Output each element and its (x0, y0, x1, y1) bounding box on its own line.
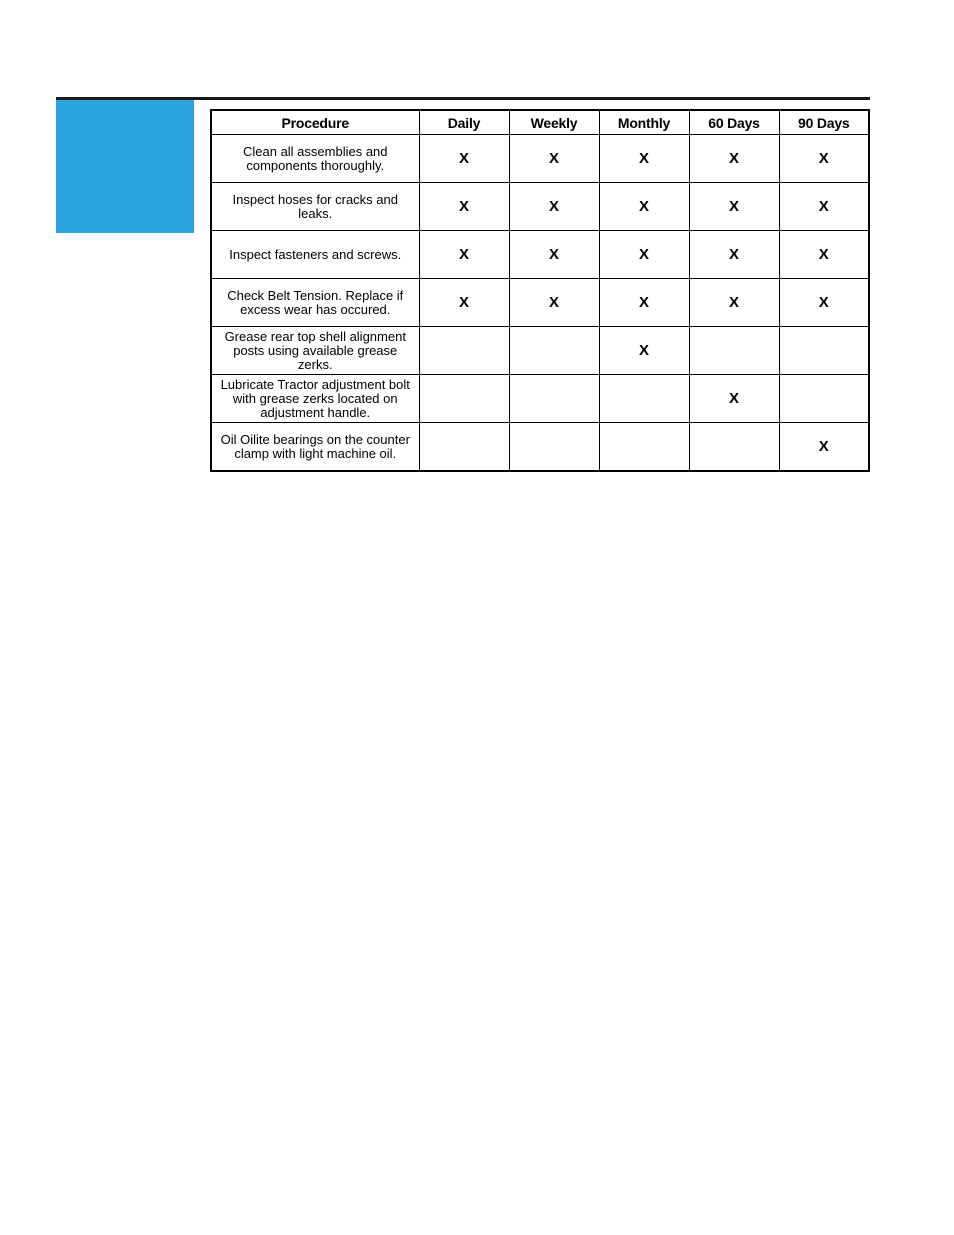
table-row (211, 231, 869, 279)
60-days-mark: X (689, 183, 779, 231)
90-days-mark: X (779, 135, 869, 183)
monthly-mark: X (599, 135, 689, 183)
weekly-mark: X (509, 183, 599, 231)
90-days-mark: X (779, 183, 869, 231)
table-row (211, 327, 869, 375)
procedure-cell: Clean all assemblies and components thoroughly. (211, 135, 419, 183)
table-header-row (211, 110, 869, 135)
monthly-mark: X (599, 183, 689, 231)
section-color-tab (56, 100, 194, 233)
daily-mark: X (419, 231, 509, 279)
60-days-mark: X (689, 279, 779, 327)
weekly-mark: X (509, 231, 599, 279)
90-days-mark: X (779, 423, 869, 472)
90-days-mark (779, 375, 869, 423)
daily-mark (419, 423, 509, 472)
table-row (211, 183, 869, 231)
maintenance-schedule-table (210, 109, 870, 472)
procedure-cell: Check Belt Tension. Replace if excess wear has occured. (211, 279, 419, 327)
weekly-mark (509, 375, 599, 423)
60-days-mark (689, 327, 779, 375)
60-days-mark (689, 423, 779, 472)
procedure-cell: Oil Oilite bearings on the counter clamp with light machine oil. (211, 423, 419, 472)
procedure-cell: Grease rear top shell alignment posts using available grease zerks. (211, 327, 419, 375)
weekly-mark: X (509, 135, 599, 183)
90-days-mark: X (779, 231, 869, 279)
60-days-mark: X (689, 375, 779, 423)
monthly-mark: X (599, 279, 689, 327)
table-row (211, 279, 869, 327)
procedure-cell: Inspect hoses for cracks and leaks. (211, 183, 419, 231)
90-days-mark: X (779, 279, 869, 327)
daily-mark (419, 375, 509, 423)
table-row (211, 423, 869, 472)
daily-mark (419, 327, 509, 375)
60-days-mark: X (689, 231, 779, 279)
weekly-mark: X (509, 279, 599, 327)
header-60-days: 60 Days (689, 110, 779, 135)
90-days-mark (779, 327, 869, 375)
header-procedure: Procedure (211, 110, 419, 135)
monthly-mark (599, 423, 689, 472)
monthly-mark (599, 375, 689, 423)
daily-mark: X (419, 279, 509, 327)
header-weekly: Weekly (509, 110, 599, 135)
procedure-cell: Lubricate Tractor adjustment bolt with grease zerks located on adjustment handle. (211, 375, 419, 423)
monthly-mark: X (599, 231, 689, 279)
procedure-cell: Inspect fasteners and screws. (211, 231, 419, 279)
60-days-mark: X (689, 135, 779, 183)
header-90-days: 90 Days (779, 110, 869, 135)
header-daily: Daily (419, 110, 509, 135)
daily-mark: X (419, 135, 509, 183)
table-row (211, 375, 869, 423)
header-monthly: Monthly (599, 110, 689, 135)
table-row (211, 135, 869, 183)
daily-mark: X (419, 183, 509, 231)
monthly-mark: X (599, 327, 689, 375)
weekly-mark (509, 423, 599, 472)
weekly-mark (509, 327, 599, 375)
